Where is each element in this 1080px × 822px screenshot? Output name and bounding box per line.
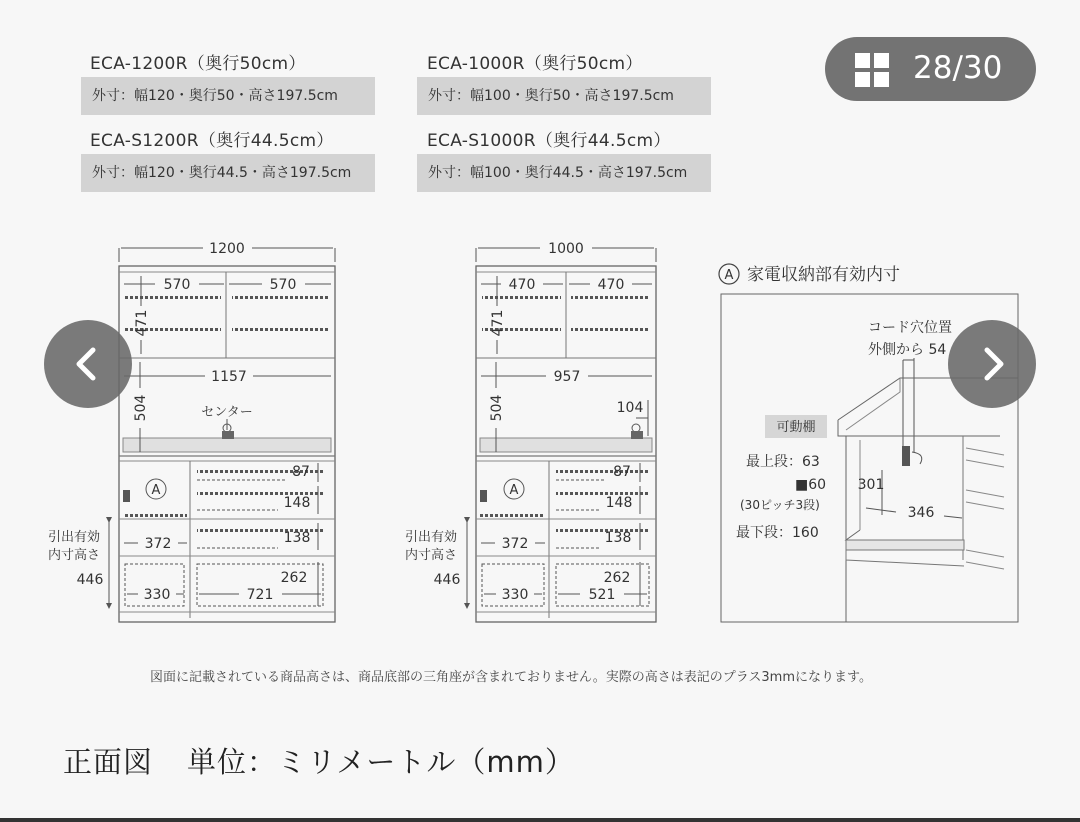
svg-text:引出有効: 引出有効 [404, 530, 458, 545]
svg-text:570: 570 [269, 277, 297, 293]
svg-text:87: 87 [613, 464, 631, 480]
svg-text:330: 330 [143, 587, 171, 603]
cabinet-1000-drawing [405, 241, 656, 622]
image-counter-label: 28/30 [913, 50, 1003, 86]
bottom-border [0, 818, 1080, 822]
dims-eca-s1000r: 外寸：幅100・奥行44.5・高さ197.5cm [417, 154, 711, 192]
svg-text:A: A [724, 268, 734, 283]
svg-text:957: 957 [553, 369, 581, 385]
svg-text:87: 87 [292, 464, 310, 480]
height-note: 図面に記載されている商品高さは、商品底部の三角座が含まれておりません。実際の高さは表記のプラス3mmになります。 [150, 670, 872, 685]
model-name-eca-1000r: ECA-1000R（奥行50cm） [427, 54, 643, 74]
svg-text:521: 521 [588, 587, 616, 603]
svg-text:330: 330 [501, 587, 529, 603]
width-1200-label: 1200 [209, 241, 245, 257]
svg-text:148: 148 [605, 495, 633, 511]
appliance-storage-detail [719, 264, 1018, 622]
footer-title: 正面図 [63, 745, 154, 779]
svg-text:504: 504 [489, 394, 505, 422]
dims-eca-s1200r: 外寸：幅120・奥行44.5・高さ197.5cm [81, 154, 375, 192]
svg-text:471: 471 [490, 309, 506, 337]
svg-text:446: 446 [433, 572, 461, 588]
chevron-left-icon [44, 320, 132, 408]
svg-text:372: 372 [501, 536, 529, 552]
svg-text:最下段：160: 最下段：160 [736, 525, 819, 541]
svg-text:(30ピッチ3段): (30ピッチ3段) [740, 498, 820, 512]
model-name-eca-1200r: ECA-1200R（奥行50cm） [90, 54, 306, 74]
svg-text:471: 471 [134, 309, 150, 337]
svg-text:■60: ■60 [795, 477, 827, 493]
svg-text:721: 721 [246, 587, 274, 603]
dims-eca-1000r: 外寸：幅100・奥行50・高さ197.5cm [417, 77, 711, 115]
svg-text:470: 470 [508, 277, 536, 293]
svg-text:446: 446 [76, 572, 104, 588]
cabinet-1200-drawing [48, 241, 335, 622]
detail-title: 家電収納部有効内寸 [747, 265, 900, 285]
svg-text:A: A [151, 483, 161, 498]
svg-text:引出有効: 引出有効 [47, 530, 101, 545]
svg-text:570: 570 [163, 277, 191, 293]
svg-text:301: 301 [857, 477, 885, 493]
svg-text:A: A [509, 483, 519, 498]
chevron-right-icon [948, 320, 1036, 408]
width-1000-label: 1000 [548, 241, 584, 257]
svg-text:最上段：63: 最上段：63 [746, 454, 820, 470]
svg-text:104: 104 [616, 400, 644, 416]
svg-text:1157: 1157 [211, 369, 247, 385]
svg-text:内寸高さ: 内寸高さ [47, 548, 101, 563]
center-label: センター [201, 405, 253, 420]
model-name-eca-s1200r: ECA-S1200R（奥行44.5cm） [90, 131, 334, 151]
dims-eca-1200r: 外寸：幅120・奥行50・高さ197.5cm [81, 77, 375, 115]
model-name-eca-s1000r: ECA-S1000R（奥行44.5cm） [427, 131, 671, 151]
svg-text:148: 148 [283, 495, 311, 511]
footer-unit: 単位：ミリメートル（mm） [187, 745, 575, 779]
shelf-tag: 可動棚 [776, 420, 816, 435]
footer-caption [63, 740, 575, 781]
svg-text:コード穴位置: コード穴位置 [868, 320, 952, 336]
svg-text:内寸高さ: 内寸高さ [404, 548, 458, 563]
svg-text:346: 346 [907, 505, 935, 521]
svg-text:138: 138 [604, 530, 632, 546]
next-image-button[interactable] [948, 320, 1036, 408]
svg-text:372: 372 [144, 536, 172, 552]
svg-text:262: 262 [280, 570, 308, 586]
svg-text:138: 138 [283, 530, 311, 546]
prev-image-button[interactable] [44, 320, 132, 408]
svg-text:262: 262 [603, 570, 631, 586]
svg-text:504: 504 [133, 394, 149, 422]
svg-text:470: 470 [597, 277, 625, 293]
svg-text:外側から 54: 外側から 54 [868, 342, 947, 358]
